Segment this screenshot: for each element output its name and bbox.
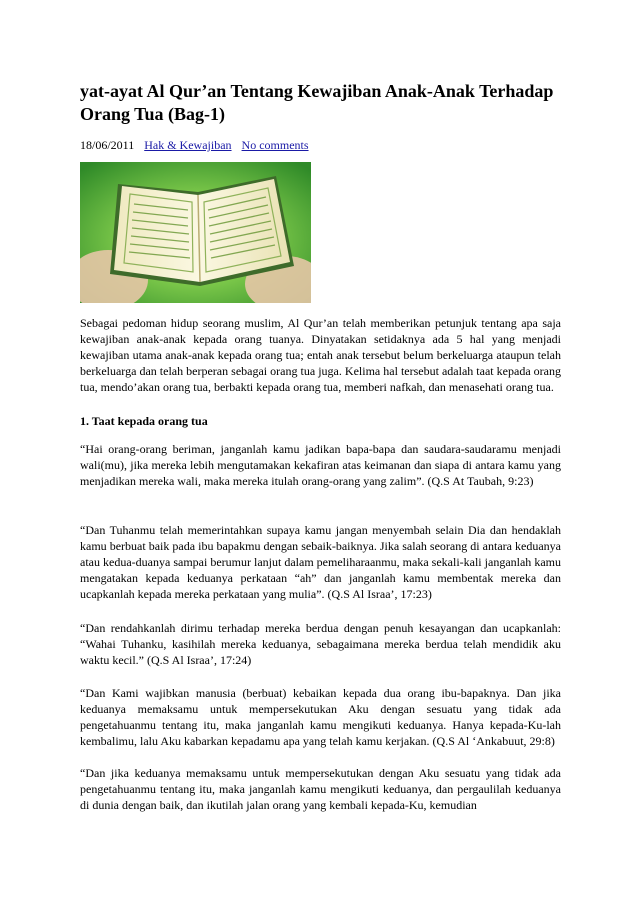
comments-link[interactable]: No comments xyxy=(241,138,309,152)
quote-paragraph: “Hai orang-orang beriman, janganlah kamu jadikan bapa-bapa dan saudara-saudaramu menjadi wali(mu), jika mereka lebih mengutamakan kekafiran atas keimanan dan siapa di antara kamu yang menjadikan mereka wali, maka mereka itulah orang-orang yang zalim”. (Q.S At Taubah, 9:23) xyxy=(80,442,561,488)
quote-paragraph: “Dan Kami wajibkan manusia (berbuat) kebaikan kepada dua orang ibu-bapaknya. Dan jika keduanya memaksamu untuk mempersekutukan Aku dengan sesuatu yang tidak ada pengetahuanmu tentang itu, maka janganlah kamu mengikuti keduanya. Hanya kepada-Ku-lah kembalimu, lalu Aku kabarkan kepadamu apa yang telah kamu kerjakan. (Q.S Al ‘Ankabuut, 29:8) xyxy=(80,686,561,748)
section-heading: 1. Taat kepada orang tua xyxy=(80,414,208,428)
quran-image xyxy=(80,162,311,303)
post-title: yat-ayat Al Qur’an Tentang Kewajiban Anak-Anak Terhadap Orang Tua (Bag-1) xyxy=(80,81,554,124)
post-date: 18/06/2011 xyxy=(80,138,135,152)
quote-paragraph: “Dan Tuhanmu telah memerintahkan supaya kamu jangan menyembah selain Dia dan hendaklah kamu berbuat baik pada ibu bapakmu dengan sebaik-baiknya. Jika salah seorang di antara keduanya atau kedua-duanya sampai berumur lanjut dalam pemeliharaanmu, maka sekali-kali janganlah kamu mengatakan kepada keduanya perkataan “ah” dan janganlah kamu membentak mereka dan ucapkanlah kepada mereka perkataan yang mulia”. (Q.S Al Israa’, 17:23) xyxy=(80,523,561,601)
quote-paragraph: “Dan jika keduanya memaksamu untuk mempersekutukan dengan Aku sesuatu yang tidak ada pengetahuanmu tentang itu, maka janganlah kamu mengikuti keduanya, dan pergaulilah keduanya di dunia dengan baik, dan ikutilah jalan orang yang kembali kepada-Ku, kemudian xyxy=(80,766,561,812)
quote-paragraph: “Dan rendahkanlah dirimu terhadap mereka berdua dengan penuh kesayangan dan ucapkanlah: “Wahai Tuhanku, kasihilah mereka keduanya, sebagaimana mereka berdua telah mendidik aku waktu kecil.” (Q.S Al Israa’, 17:24) xyxy=(80,621,561,667)
category-link[interactable]: Hak & Kewajiban xyxy=(144,138,232,152)
post-meta xyxy=(80,138,309,152)
intro-paragraph: Sebagai pedoman hidup seorang muslim, Al Qur’an telah memberikan petunjuk tentang apa saja kewajiban anak-anak kepada orang tuanya. Dinyatakan setidaknya ada 5 hal yang menjadi kewajiban utama anak-anak kepada orang tua; entah anak tersebut belum berkeluarga ataupun telah berkeluarga dan telah berperan sebagai orang tua juga. Kelima hal tersebut adalah taat kepada orang tua, mendo’akan orang tua, berbakti kepada orang tua, memberi nafkah, dan menasehati orang tua. xyxy=(80,316,561,394)
